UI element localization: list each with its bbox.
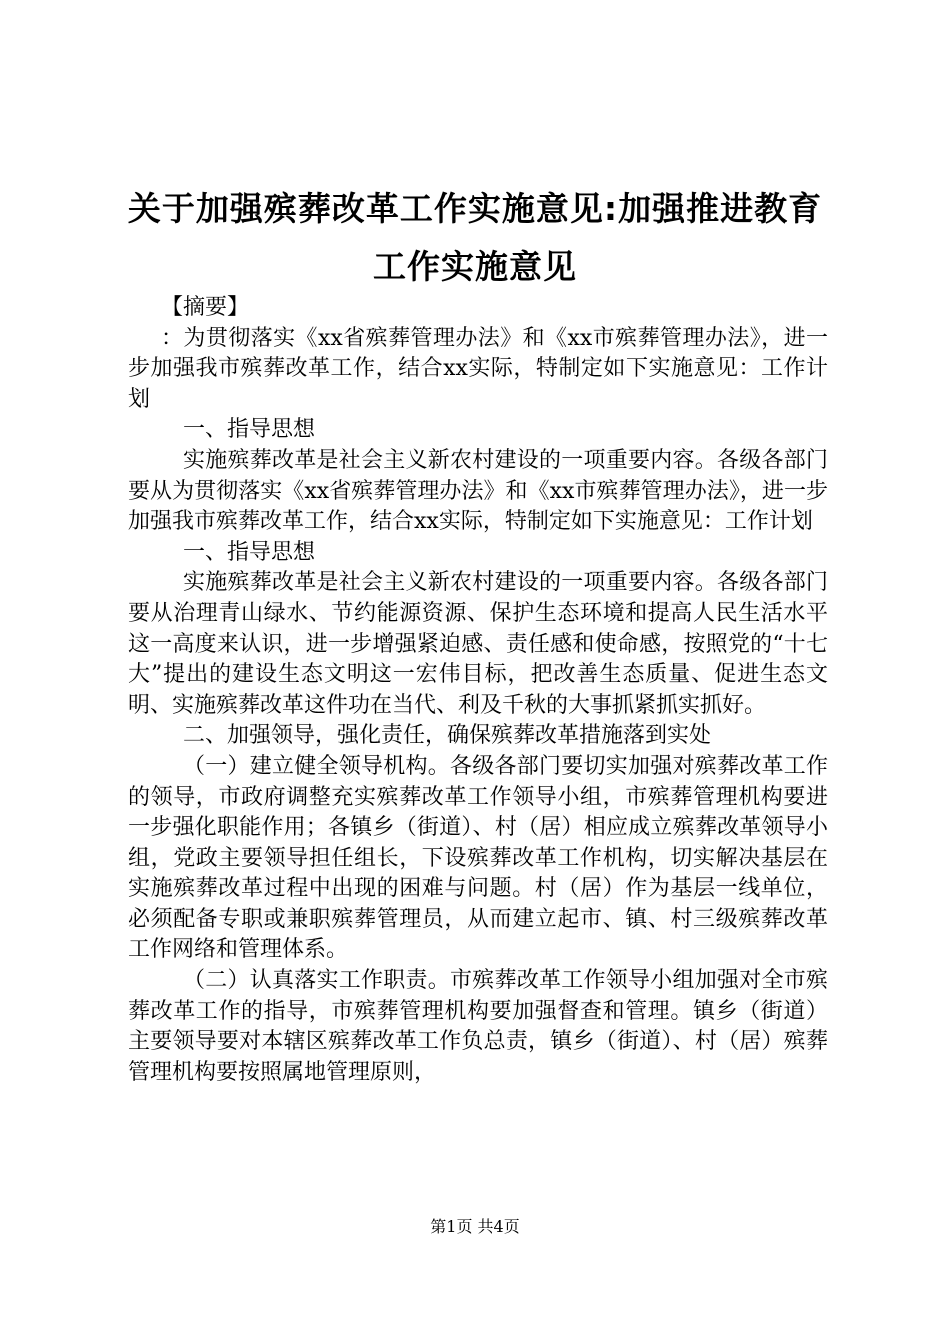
abstract-paragraph: ：为贯彻落实《xx省殡葬管理办法》和《xx市殡葬管理办法》，进一步加强我市殡葬改革工作，结合xx实际，特制定如下实施意见：工作计划 <box>128 325 828 412</box>
body-paragraph: （一）建立健全领导机构。各级各部门要切实加强对殡葬改革工作的领导，市政府调整充实殡葬改革工作领导小组，市殡葬管理机构要进一步强化职能作用；各镇乡（街道）、村（居）相应成立殡葬改革领导小组，党政主要领导担任组长，下设殡葬改革工作机构，切实解决基层在实施殡葬改革过程中出现的困难与问题。村（居）作为基层一线单位，必须配备专职或兼职殡葬管理员，从而建立起市、镇、村三级殡葬改革工作网络和管理体系。 <box>128 753 828 963</box>
body-paragraph: 实施殡葬改革是社会主义新农村建设的一项重要内容。各级各部门要从治理青山绿水、节约能源资源、保护生态环境和提高人民生活水平这一高度来认识，进一步增强紧迫感、责任感和使命感，按照党的“十七大”提出的建设生态文明这一宏伟目标，把改善生态质量、促进生态文明、实施殡葬改革这件功在当代、利及千秋的大事抓紧抓实抓好。 <box>128 570 828 718</box>
section-heading: 一、指导思想 <box>183 539 316 565</box>
section-heading: 二、加强领导，强化责任，确保殡葬改革措施落到实处 <box>183 723 712 749</box>
document-title: 关于加强殡葬改革工作实施意见:加强推进教育工作实施意见 <box>127 189 823 286</box>
abstract-heading: 【摘要】 <box>161 295 250 320</box>
body-paragraph: （二）认真落实工作职责。市殡葬改革工作领导小组加强对全市殡葬改革工作的指导，市殡葬管理机构要加强督查和管理。镇乡（街道）主要领导要对本辖区殡葬改革工作负总责，镇乡（街道）、村（居）殡葬管理机构要按照属地管理原则， <box>128 968 828 1085</box>
body-paragraph: 实施殡葬改革是社会主义新农村建设的一项重要内容。各级各部门要从为贯彻落实《xx省殡葬管理办法》和《xx市殡葬管理办法》，进一步加强我市殡葬改革工作，结合xx实际，特制定如下实施意见：工作计划 <box>128 447 828 535</box>
section-heading: 一、指导思想 <box>183 417 316 443</box>
page-footer: 第1页 共4页 <box>430 1217 520 1236</box>
document-body <box>128 293 828 1088</box>
